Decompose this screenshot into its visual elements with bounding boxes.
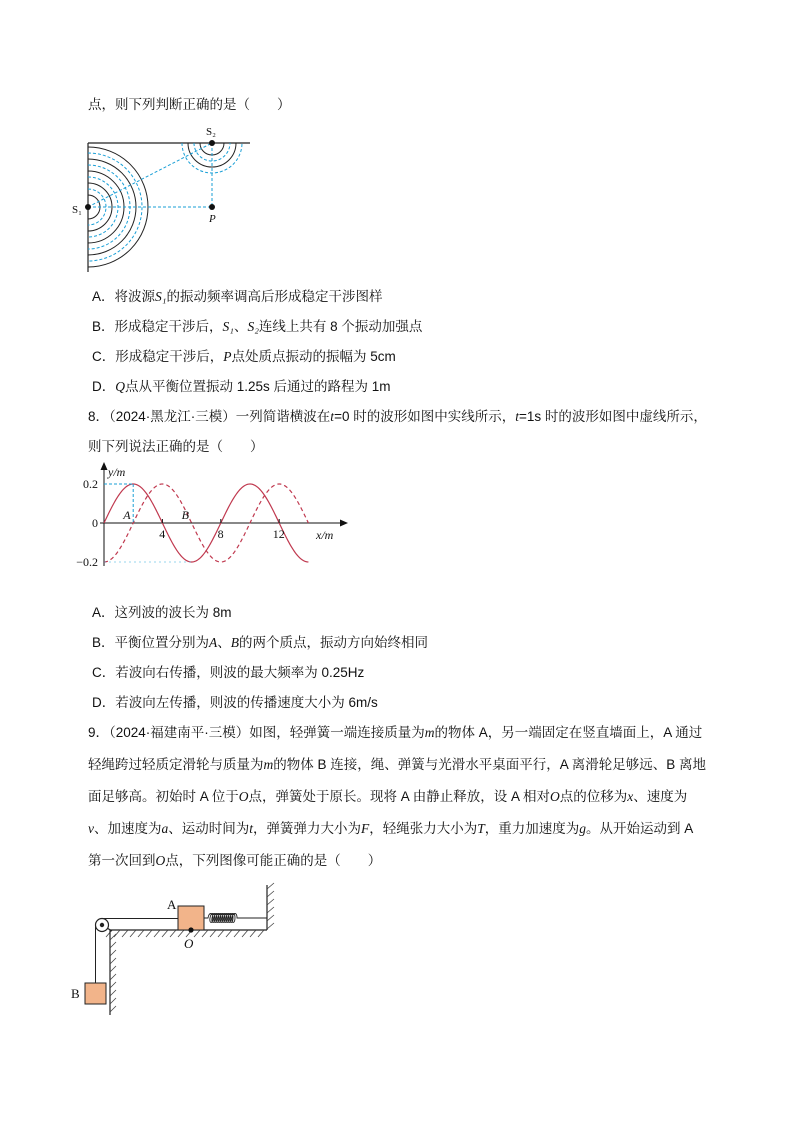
q7-stem-tail: 点，则下列判断正确的是（ ） bbox=[88, 97, 291, 112]
q7-option-b: B．形成稳定干涉后，S₁、S₂连线上共有 8 个振动加强点 bbox=[92, 319, 423, 334]
q8-option-d: D．若波向左传播，则波的传播速度大小为 6m/s bbox=[92, 695, 378, 710]
label-o: O bbox=[184, 936, 194, 951]
x-tick-label: 12 bbox=[272, 527, 285, 541]
q8-stem-line1: 8．（2024·黑龙江·三模）一列简谐横波在t=0 时的波形如图中实线所示，t=1s 时的波形如图中虚线所示， bbox=[88, 409, 707, 424]
q8-option-a: A．这列波的波长为 8m bbox=[92, 605, 232, 620]
label-b: B bbox=[71, 986, 80, 1001]
q9-stem-line5: 第一次回到O点，下列图像可能正确的是（ ） bbox=[88, 853, 382, 868]
q9-stem-line3: 面足够高。初始时 A 位于O点，弹簧处于原长。现将 A 由静止释放，设 A 相对O点的位移为x、速度为 bbox=[88, 789, 688, 804]
label-p: P bbox=[209, 213, 216, 225]
y-tick-label: 0 bbox=[92, 516, 98, 530]
q8-option-c: C．若波向右传播，则波的最大频率为 0.25Hz bbox=[92, 665, 365, 680]
label-s1: S₁ bbox=[72, 204, 82, 216]
x-tick-label: 4 bbox=[159, 527, 166, 541]
q8-wave-chart bbox=[70, 462, 360, 574]
q8-option-b: B．平衡位置分别为A、B的两个质点，振动方向始终相同 bbox=[92, 635, 429, 650]
label-a: A bbox=[167, 897, 177, 912]
q7-option-d: D．Q点从平衡位置振动 1.25s 后通过的路程为 1m bbox=[92, 379, 391, 394]
q7-interference-figure bbox=[60, 125, 260, 275]
y-tick-label: 0.2 bbox=[83, 477, 98, 491]
x-axis-label: x/m bbox=[316, 528, 334, 542]
block-b bbox=[85, 983, 106, 1004]
q9-spring-pulley-figure bbox=[70, 885, 285, 1025]
point-label-a: A bbox=[123, 508, 131, 522]
y-axis-label: y/m bbox=[108, 465, 126, 479]
point-label-b: B bbox=[181, 508, 189, 522]
y-tick-label: −0.2 bbox=[76, 555, 98, 569]
y-axis-arrow bbox=[101, 462, 108, 470]
q7-option-c: C．形成稳定干涉后，P点处质点振动的振幅为 5cm bbox=[92, 349, 396, 364]
q7-option-a: A．将波源S₁的振动频率调高后形成稳定干涉图样 bbox=[92, 289, 383, 304]
label-s2: S₂ bbox=[206, 126, 216, 138]
block-a bbox=[178, 906, 204, 930]
q9-stem-line1: 9．（2024·福建南平·三模）如图，轻弹簧一端连接质量为m的物体 A，另一端固定在竖直墙面上，A 通过 bbox=[88, 725, 703, 740]
q8-stem-line2: 则下列说法正确的是（ ） bbox=[88, 439, 264, 454]
x-tick-label: 8 bbox=[217, 527, 224, 541]
q9-stem-line4: v、加速度为a、运动时间为t，弹簧弹力大小为F，轻绳张力大小为T，重力加速度为g。从开始运动到 A bbox=[88, 821, 694, 836]
q9-stem-line2: 轻绳跨过轻质定滑轮与质量为m的物体 B 连接，绳、弹簧与光滑水平桌面平行，A 离滑轮足够远、B 离地 bbox=[88, 757, 707, 772]
x-axis-arrow bbox=[340, 520, 348, 527]
